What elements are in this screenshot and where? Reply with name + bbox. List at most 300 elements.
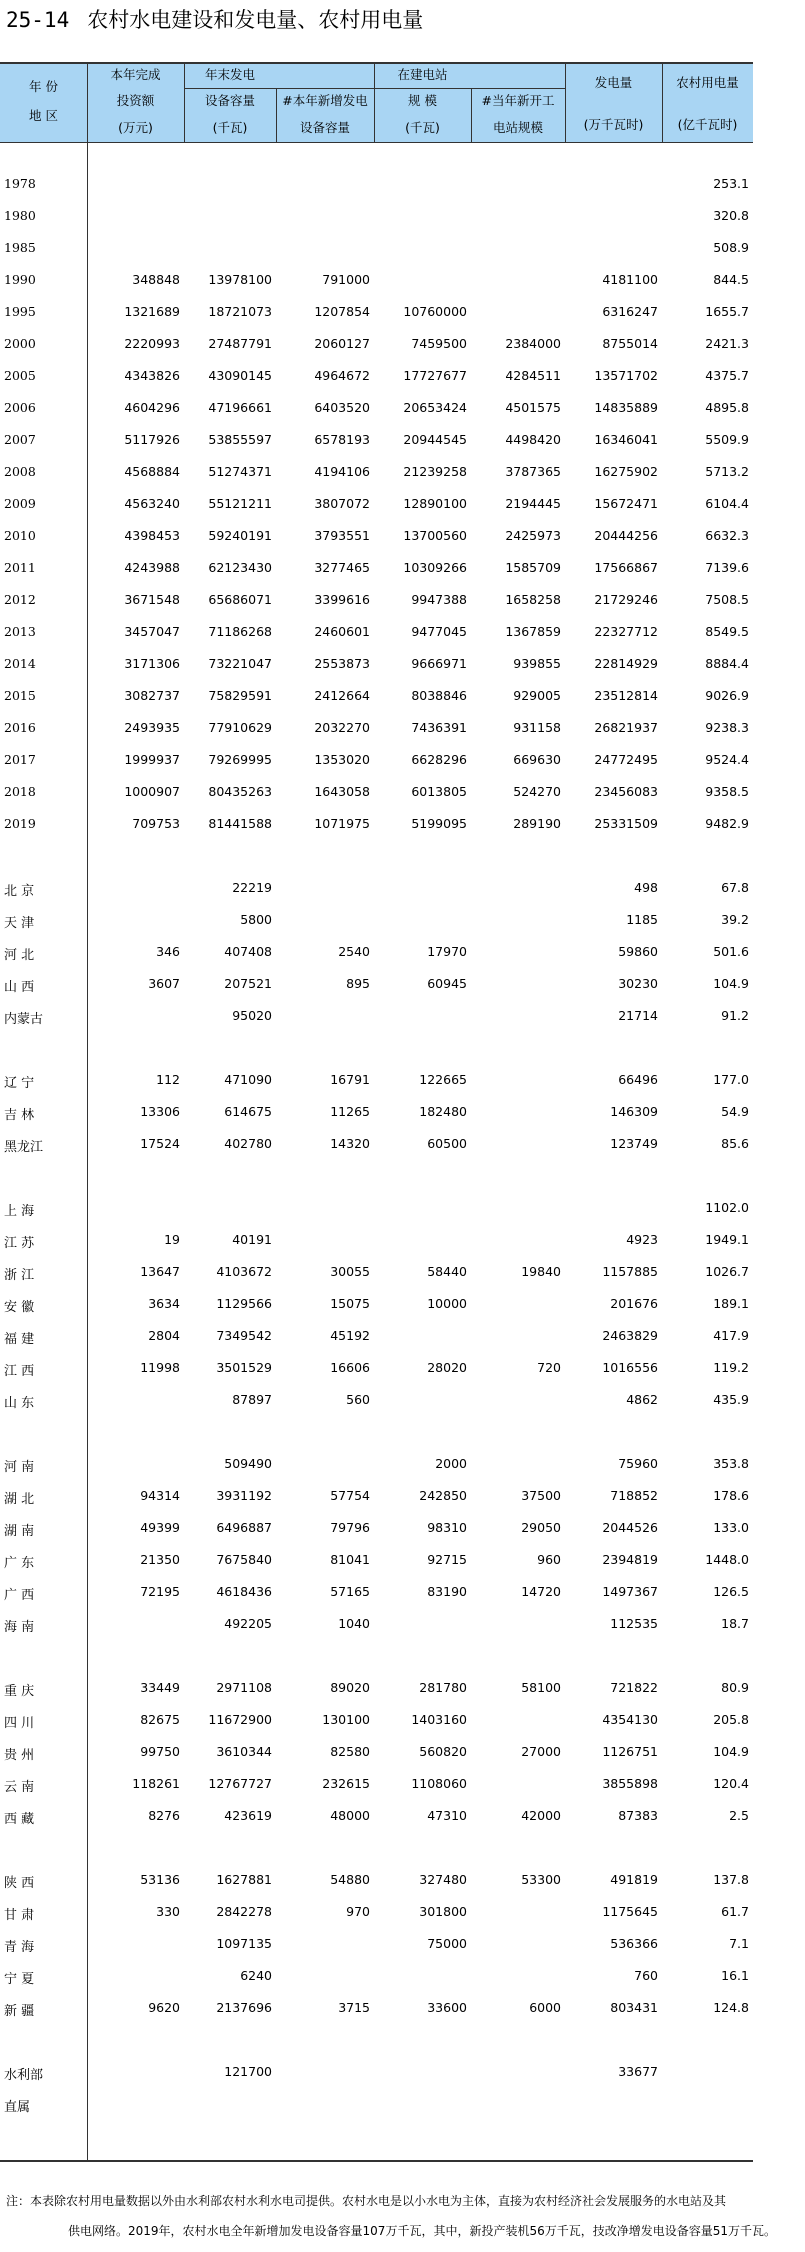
table-cell: 509490 bbox=[224, 1456, 272, 1471]
row-label: 2015 bbox=[4, 688, 36, 703]
table-cell: 71186268 bbox=[208, 624, 272, 639]
row-label: 辽 宁 bbox=[4, 1076, 35, 1091]
table-cell: 1655.7 bbox=[705, 304, 749, 319]
table-cell: 57754 bbox=[330, 1488, 370, 1503]
table-cell: 62123430 bbox=[208, 560, 272, 575]
table-cell: 6578193 bbox=[314, 432, 370, 447]
table-cell: 118261 bbox=[132, 1776, 180, 1791]
row-label: 2005 bbox=[4, 368, 36, 383]
table-cell: 3399616 bbox=[314, 592, 370, 607]
table-cell: 27000 bbox=[521, 1744, 561, 1759]
table-cell: 353.8 bbox=[713, 1456, 749, 1471]
table-cell: 37500 bbox=[521, 1488, 561, 1503]
row-label: 新 疆 bbox=[4, 2004, 35, 2019]
table-cell: 1658258 bbox=[505, 592, 561, 607]
table-cell: 45192 bbox=[330, 1328, 370, 1343]
table-cell: 4923 bbox=[626, 1232, 658, 1247]
table-cell: 3607 bbox=[148, 976, 180, 991]
table-cell: 4618436 bbox=[216, 1584, 272, 1599]
table-cell: 2044526 bbox=[602, 1520, 658, 1535]
table-cell: 9524.4 bbox=[705, 752, 749, 767]
table-cell: 20653424 bbox=[403, 400, 467, 415]
row-label: 福 建 bbox=[4, 1332, 35, 1347]
row-label: 江 西 bbox=[4, 1364, 35, 1379]
header-stub-bottom: 地 区 bbox=[29, 108, 58, 123]
table-cell: 3171306 bbox=[124, 656, 180, 671]
row-label: 云 南 bbox=[4, 1780, 35, 1795]
table-cell: 14320 bbox=[330, 1136, 370, 1151]
table-cell: 2540 bbox=[338, 944, 370, 959]
table-cell: 112 bbox=[156, 1072, 180, 1087]
table-cell: 8038846 bbox=[411, 688, 467, 703]
table-cell: 40191 bbox=[232, 1232, 272, 1247]
table-cell: 66496 bbox=[618, 1072, 658, 1087]
table-cell: 720 bbox=[537, 1360, 561, 1375]
table-cell: 2463829 bbox=[602, 1328, 658, 1343]
table-cell: 281780 bbox=[419, 1680, 467, 1695]
table-cell: 5199095 bbox=[411, 816, 467, 831]
table-cell: 11672900 bbox=[208, 1712, 272, 1727]
table-cell: 3277465 bbox=[314, 560, 370, 575]
table-cell: 81441588 bbox=[208, 816, 272, 831]
table-cell: 4563240 bbox=[124, 496, 180, 511]
table-cell: 1403160 bbox=[411, 1712, 467, 1727]
table-cell: 104.9 bbox=[713, 1744, 749, 1759]
table-cell: 99750 bbox=[140, 1744, 180, 1759]
table-cell: 14720 bbox=[521, 1584, 561, 1599]
header-new-start-l1: #当年新开工 bbox=[481, 93, 555, 108]
row-label: 2019 bbox=[4, 816, 36, 831]
table-cell: 22327712 bbox=[594, 624, 658, 639]
table-cell: 6628296 bbox=[411, 752, 467, 767]
row-label: 2007 bbox=[4, 432, 36, 447]
table-cell: 3793551 bbox=[314, 528, 370, 543]
table-cell: 4568884 bbox=[124, 464, 180, 479]
table-cell: 60945 bbox=[427, 976, 467, 991]
table-cell: 17970 bbox=[427, 944, 467, 959]
table-cell: 6632.3 bbox=[705, 528, 749, 543]
table-cell: 346 bbox=[156, 944, 180, 959]
header-generation-group: 年末发电 bbox=[204, 67, 255, 82]
table-cell: 11998 bbox=[140, 1360, 180, 1375]
table-cell: 3501529 bbox=[216, 1360, 272, 1375]
table-cell: 49399 bbox=[140, 1520, 180, 1535]
row-label: 1978 bbox=[4, 176, 36, 191]
table-cell: 614675 bbox=[224, 1104, 272, 1119]
row-label: 重 庆 bbox=[4, 1684, 35, 1699]
row-label: 2006 bbox=[4, 400, 36, 415]
table-cell: 9477045 bbox=[411, 624, 467, 639]
row-label: 直属 bbox=[4, 2100, 31, 2115]
row-label: 河 南 bbox=[4, 1460, 35, 1475]
table-cell: 9666971 bbox=[411, 656, 467, 671]
table-cell: 2412664 bbox=[314, 688, 370, 703]
row-label: 1985 bbox=[4, 240, 36, 255]
header-scale-l2: (千瓦) bbox=[405, 120, 440, 135]
table-cell: 9026.9 bbox=[705, 688, 749, 703]
row-label: 甘 肃 bbox=[4, 1908, 35, 1923]
table-cell: 3457047 bbox=[124, 624, 180, 639]
row-label: 2016 bbox=[4, 720, 36, 735]
table-cell: 2060127 bbox=[314, 336, 370, 351]
table-cell: 2553873 bbox=[314, 656, 370, 671]
header-investment-l3: (万元) bbox=[118, 120, 153, 135]
table-cell: 47310 bbox=[427, 1808, 467, 1823]
table-cell: 2000 bbox=[435, 1456, 467, 1471]
table-cell: 75000 bbox=[427, 1936, 467, 1951]
table-cell: 122665 bbox=[419, 1072, 467, 1087]
table-cell: 91.2 bbox=[721, 1008, 749, 1023]
table-cell: 721822 bbox=[610, 1680, 658, 1695]
table-cell: 81041 bbox=[330, 1552, 370, 1567]
table-cell: 178.6 bbox=[713, 1488, 749, 1503]
header-stub-top: 年 份 bbox=[29, 79, 58, 94]
table-cell: 1999937 bbox=[124, 752, 180, 767]
table-cell: 8755014 bbox=[602, 336, 658, 351]
table-cell: 492205 bbox=[224, 1616, 272, 1631]
header-scale-l1: 规 模 bbox=[408, 93, 437, 108]
row-label: 2018 bbox=[4, 784, 36, 799]
table-cell: 146309 bbox=[610, 1104, 658, 1119]
table-cell: 207521 bbox=[224, 976, 272, 991]
table-cell: 205.8 bbox=[713, 1712, 749, 1727]
row-label: 江 苏 bbox=[4, 1236, 35, 1251]
table-cell: 669630 bbox=[513, 752, 561, 767]
table-cell: 119.2 bbox=[713, 1360, 749, 1375]
table-cell: 92715 bbox=[427, 1552, 467, 1567]
table-cell: 112535 bbox=[610, 1616, 658, 1631]
table-cell: 6104.4 bbox=[705, 496, 749, 511]
table-cell: 10000 bbox=[427, 1296, 467, 1311]
table-cell: 59860 bbox=[618, 944, 658, 959]
table-cell: 13700560 bbox=[403, 528, 467, 543]
table-cell: 2194445 bbox=[505, 496, 561, 511]
table-cell: 126.5 bbox=[713, 1584, 749, 1599]
table-cell: 30055 bbox=[330, 1264, 370, 1279]
row-label: 北 京 bbox=[4, 884, 35, 899]
table-cell: 20444256 bbox=[594, 528, 658, 543]
table-title bbox=[6, 4, 423, 34]
table-cell: 18721073 bbox=[208, 304, 272, 319]
table-cell: 8276 bbox=[148, 1808, 180, 1823]
table-cell: 9947388 bbox=[411, 592, 467, 607]
table-cell: 7.1 bbox=[729, 1936, 749, 1951]
table-cell: 3634 bbox=[148, 1296, 180, 1311]
table-cell: 3787365 bbox=[505, 464, 561, 479]
row-label: 广 东 bbox=[4, 1556, 35, 1571]
row-label: 2013 bbox=[4, 624, 36, 639]
table-cell: 10760000 bbox=[403, 304, 467, 319]
table-cell: 253.1 bbox=[713, 176, 749, 191]
row-label: 内蒙古 bbox=[4, 1012, 44, 1027]
row-label: 海 南 bbox=[4, 1620, 35, 1635]
table-cell: 1367859 bbox=[505, 624, 561, 639]
table-cell: 6496887 bbox=[216, 1520, 272, 1535]
table-cell: 1129566 bbox=[216, 1296, 272, 1311]
row-label: 黑龙江 bbox=[4, 1140, 44, 1155]
table-cell: 16.1 bbox=[721, 1968, 749, 1983]
table-cell: 21729246 bbox=[594, 592, 658, 607]
table-cell: 79796 bbox=[330, 1520, 370, 1535]
table-cell: 1040 bbox=[338, 1616, 370, 1631]
row-label: 2017 bbox=[4, 752, 36, 767]
table-cell: 1949.1 bbox=[705, 1232, 749, 1247]
table-cell: 22814929 bbox=[594, 656, 658, 671]
header-rural-use-l2: (亿千瓦时) bbox=[677, 117, 738, 132]
table-cell: 121700 bbox=[224, 2064, 272, 2079]
table-cell: 72195 bbox=[140, 1584, 180, 1599]
footnote-line-1: 注：本表除农村用电量数据以外由水利部农村水利水电司提供。农村水电是以小水电为主体，直接为农村经济社会发展服务的水电站及其 bbox=[6, 2194, 727, 2208]
table-cell: 25331509 bbox=[594, 816, 658, 831]
row-label: 2012 bbox=[4, 592, 36, 607]
table-cell: 9482.9 bbox=[705, 816, 749, 831]
table-cell: 17524 bbox=[140, 1136, 180, 1151]
table-cell: 1185 bbox=[626, 912, 658, 927]
table-cell: 2394819 bbox=[602, 1552, 658, 1567]
table-cell: 1321689 bbox=[124, 304, 180, 319]
table-cell: 29050 bbox=[521, 1520, 561, 1535]
table-cell: 2032270 bbox=[314, 720, 370, 735]
table-cell: 501.6 bbox=[713, 944, 749, 959]
table-cell: 407408 bbox=[224, 944, 272, 959]
table-cell: 1102.0 bbox=[705, 1200, 749, 1215]
row-label: 宁 夏 bbox=[4, 1972, 35, 1987]
table-cell: 28020 bbox=[427, 1360, 467, 1375]
table-cell: 80.9 bbox=[721, 1680, 749, 1695]
table-cell: 2493935 bbox=[124, 720, 180, 735]
table-cell: 130100 bbox=[322, 1712, 370, 1727]
row-label: 2008 bbox=[4, 464, 36, 479]
table-cell: 133.0 bbox=[713, 1520, 749, 1535]
row-label: 1980 bbox=[4, 208, 36, 223]
row-label: 四 川 bbox=[4, 1716, 35, 1731]
table-cell: 4194106 bbox=[314, 464, 370, 479]
table-cell: 57165 bbox=[330, 1584, 370, 1599]
table-cell: 9620 bbox=[148, 2000, 180, 2015]
table-title-text: 农村水电建设和发电量、农村用电量 bbox=[87, 8, 424, 32]
table-cell: 1497367 bbox=[602, 1584, 658, 1599]
table-cell: 9358.5 bbox=[705, 784, 749, 799]
table-cell: 80435263 bbox=[208, 784, 272, 799]
table-cell: 18.7 bbox=[721, 1616, 749, 1631]
header-bottom-rule bbox=[0, 142, 753, 143]
row-label: 水利部 bbox=[4, 2068, 44, 2083]
table-cell: 22219 bbox=[232, 880, 272, 895]
table-cell: 2384000 bbox=[505, 336, 561, 351]
table-cell: 3610344 bbox=[216, 1744, 272, 1759]
table-cell: 6240 bbox=[240, 1968, 272, 1983]
table-cell: 21350 bbox=[140, 1552, 180, 1567]
table-cell: 58100 bbox=[521, 1680, 561, 1695]
table-cell: 5117926 bbox=[124, 432, 180, 447]
table-cell: 4243988 bbox=[124, 560, 180, 575]
table-cell: 39.2 bbox=[721, 912, 749, 927]
table-cell: 970 bbox=[346, 1904, 370, 1919]
table-cell: 4964672 bbox=[314, 368, 370, 383]
header-investment-l2: 投资额 bbox=[116, 93, 155, 108]
table-cell: 7436391 bbox=[411, 720, 467, 735]
header-rural-use-l1: 农村用电量 bbox=[676, 75, 739, 90]
table-cell: 16606 bbox=[330, 1360, 370, 1375]
header-capacity-l2: (千瓦) bbox=[212, 120, 248, 135]
table-cell: 232615 bbox=[322, 1776, 370, 1791]
table-cell: 17727677 bbox=[403, 368, 467, 383]
table-cell: 65686071 bbox=[208, 592, 272, 607]
table-cell: 6013805 bbox=[411, 784, 467, 799]
table-cell: 177.0 bbox=[713, 1072, 749, 1087]
table-cell: 3931192 bbox=[216, 1488, 272, 1503]
table-cell: 16791 bbox=[330, 1072, 370, 1087]
table-cell: 4895.8 bbox=[705, 400, 749, 415]
table-cell: 7459500 bbox=[411, 336, 467, 351]
table-cell: 82675 bbox=[140, 1712, 180, 1727]
table-cell: 6000 bbox=[529, 2000, 561, 2015]
table-cell: 9238.3 bbox=[705, 720, 749, 735]
table-cell: 1000907 bbox=[124, 784, 180, 799]
table-cell: 75960 bbox=[618, 1456, 658, 1471]
table-cell: 21239258 bbox=[403, 464, 467, 479]
table-cell: 95020 bbox=[232, 1008, 272, 1023]
table-cell: 58440 bbox=[427, 1264, 467, 1279]
table-cell: 417.9 bbox=[713, 1328, 749, 1343]
table-cell: 301800 bbox=[419, 1904, 467, 1919]
row-label: 上 海 bbox=[4, 1204, 35, 1219]
table-cell: 931158 bbox=[513, 720, 561, 735]
table-cell: 87897 bbox=[232, 1392, 272, 1407]
footnote bbox=[6, 2186, 796, 2246]
table-cell: 16275902 bbox=[594, 464, 658, 479]
row-label: 广 西 bbox=[4, 1588, 35, 1603]
row-label: 安 徽 bbox=[4, 1300, 35, 1315]
table-cell: 5713.2 bbox=[705, 464, 749, 479]
table-cell: 3807072 bbox=[314, 496, 370, 511]
table-cell: 536366 bbox=[610, 1936, 658, 1951]
table-cell: 33449 bbox=[140, 1680, 180, 1695]
table-cell: 524270 bbox=[513, 784, 561, 799]
table-cell: 79269995 bbox=[208, 752, 272, 767]
table-cell: 16346041 bbox=[594, 432, 658, 447]
table-cell: 61.7 bbox=[721, 1904, 749, 1919]
table-cell: 33677 bbox=[618, 2064, 658, 2079]
table-cell: 47196661 bbox=[208, 400, 272, 415]
header-new-start-l2: 电站规模 bbox=[492, 120, 543, 135]
table-cell: 21714 bbox=[618, 1008, 658, 1023]
table-cell: 2804 bbox=[148, 1328, 180, 1343]
table-cell: 2971108 bbox=[216, 1680, 272, 1695]
table-cell: 53855597 bbox=[208, 432, 272, 447]
table-cell: 423619 bbox=[224, 1808, 272, 1823]
table-cell: 4604296 bbox=[124, 400, 180, 415]
table-cell: 13978100 bbox=[208, 272, 272, 287]
table-cell: 14835889 bbox=[594, 400, 658, 415]
table-cell: 2421.3 bbox=[705, 336, 749, 351]
table-cell: 15672471 bbox=[594, 496, 658, 511]
table-cell: 7349542 bbox=[216, 1328, 272, 1343]
table-cell: 1353020 bbox=[314, 752, 370, 767]
table-cell: 42000 bbox=[521, 1808, 561, 1823]
table-cell: 54880 bbox=[330, 1872, 370, 1887]
table-cell: 1126751 bbox=[602, 1744, 658, 1759]
row-label: 1990 bbox=[4, 272, 36, 287]
table-cell: 242850 bbox=[419, 1488, 467, 1503]
table-cell: 77910629 bbox=[208, 720, 272, 735]
table-cell: 23456083 bbox=[594, 784, 658, 799]
row-label: 西 藏 bbox=[4, 1812, 35, 1827]
table-cell: 760 bbox=[634, 1968, 658, 1983]
table-cell: 123749 bbox=[610, 1136, 658, 1151]
table-cell: 6403520 bbox=[314, 400, 370, 415]
row-label: 2000 bbox=[4, 336, 36, 351]
table-cell: 709753 bbox=[132, 816, 180, 831]
row-label: 湖 北 bbox=[4, 1492, 35, 1507]
table-cell: 4498420 bbox=[505, 432, 561, 447]
header-new-capacity-l2: 设备容量 bbox=[299, 120, 350, 135]
header-construction-group: 在建电站 bbox=[397, 67, 448, 82]
table-cell: 2842278 bbox=[216, 1904, 272, 1919]
table-cell: 4375.7 bbox=[705, 368, 749, 383]
table-cell: 327480 bbox=[419, 1872, 467, 1887]
table-cell: 4103672 bbox=[216, 1264, 272, 1279]
table-cell: 67.8 bbox=[721, 880, 749, 895]
table-cell: 348848 bbox=[132, 272, 180, 287]
table-cell: 12767727 bbox=[208, 1776, 272, 1791]
table-cell: 48000 bbox=[330, 1808, 370, 1823]
table-cell: 560 bbox=[346, 1392, 370, 1407]
table-cell: 8884.4 bbox=[705, 656, 749, 671]
table-cell: 94314 bbox=[140, 1488, 180, 1503]
table-cell: 402780 bbox=[224, 1136, 272, 1151]
row-label: 浙 江 bbox=[4, 1268, 35, 1283]
table-cell: 182480 bbox=[419, 1104, 467, 1119]
table-cell: 2.5 bbox=[729, 1808, 749, 1823]
table-cell: 15075 bbox=[330, 1296, 370, 1311]
table-cell: 803431 bbox=[610, 2000, 658, 2015]
table-cell: 24772495 bbox=[594, 752, 658, 767]
table-cell: 5509.9 bbox=[705, 432, 749, 447]
table-cell: 1097135 bbox=[216, 1936, 272, 1951]
table-cell: 929005 bbox=[513, 688, 561, 703]
header-output-l1: 发电量 bbox=[594, 75, 633, 90]
row-label: 山 东 bbox=[4, 1396, 35, 1411]
table-bottom-rule bbox=[0, 2160, 753, 2162]
header-output-l2: (万千瓦时) bbox=[583, 117, 644, 132]
table-cell: 960 bbox=[537, 1552, 561, 1567]
table-cell: 137.8 bbox=[713, 1872, 749, 1887]
row-label: 1995 bbox=[4, 304, 36, 319]
table-cell: 59240191 bbox=[208, 528, 272, 543]
table-cell: 85.6 bbox=[721, 1136, 749, 1151]
table-cell: 83190 bbox=[427, 1584, 467, 1599]
table-cell: 19 bbox=[164, 1232, 180, 1247]
table-cell: 560820 bbox=[419, 1744, 467, 1759]
table-cell: 939855 bbox=[513, 656, 561, 671]
table-cell: 498 bbox=[634, 880, 658, 895]
table-cell: 1157885 bbox=[602, 1264, 658, 1279]
row-label: 吉 林 bbox=[4, 1108, 35, 1123]
table-cell: 89020 bbox=[330, 1680, 370, 1695]
table-cell: 4284511 bbox=[505, 368, 561, 383]
table-cell: 12890100 bbox=[403, 496, 467, 511]
table-cell: 895 bbox=[346, 976, 370, 991]
table-cell: 3715 bbox=[338, 2000, 370, 2015]
table-cell: 1448.0 bbox=[705, 1552, 749, 1567]
table-cell: 1026.7 bbox=[705, 1264, 749, 1279]
table-cell: 189.1 bbox=[713, 1296, 749, 1311]
row-label: 2010 bbox=[4, 528, 36, 543]
table-cell: 718852 bbox=[610, 1488, 658, 1503]
table-cell: 30230 bbox=[618, 976, 658, 991]
table-cell: 75829591 bbox=[208, 688, 272, 703]
